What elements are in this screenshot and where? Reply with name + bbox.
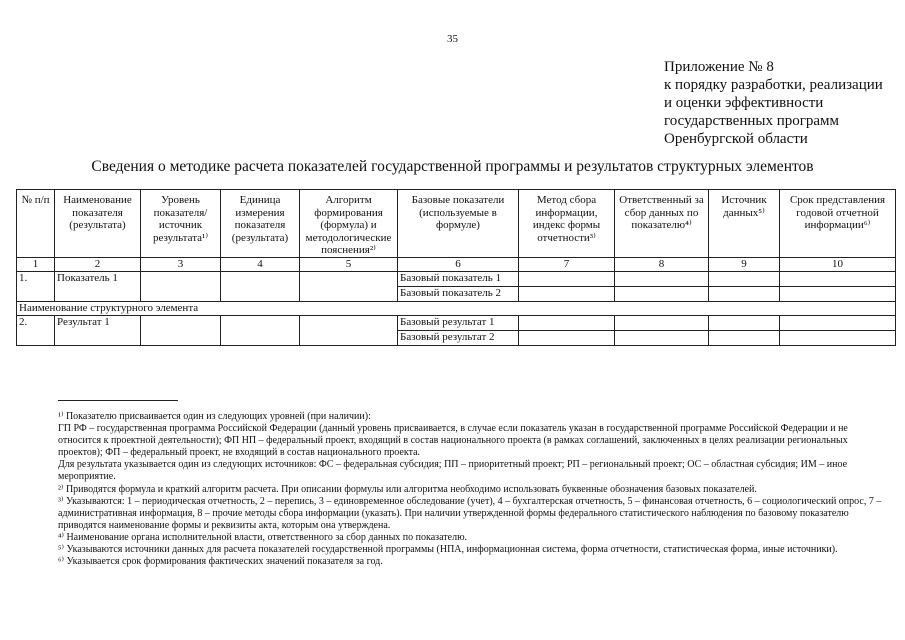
empty-cell [615, 271, 709, 286]
header-cell: Наименование показателя (результата) [55, 190, 141, 258]
appendix-line: Приложение № 8 [664, 59, 774, 75]
methodology-table [16, 189, 896, 346]
document-title: Сведения о методике расчета показателей государственной программы и результатов структурных элементов [91, 158, 814, 175]
header-cell: Алгоритм формирования (формула) и методологические пояснения²⁾ [300, 190, 398, 258]
appendix-line: Оренбургской области [664, 131, 808, 147]
footnote: ⁴⁾ Наименование органа исполнительной власти, ответственного за сбор данных по показателю. [58, 531, 468, 543]
empty-cell [519, 271, 615, 286]
footnote: ²⁾ Приводятся формула и краткий алгоритм расчета. При описании формулы или алгоритма необходимо использовать буквенные обозначения базовых показателей. [58, 483, 757, 495]
empty-cell [780, 315, 896, 330]
header-cell: Метод сбора информации, индекс формы отчетности³⁾ [519, 190, 615, 258]
appendix-line: государственных программ [664, 113, 840, 129]
column-number: 3 [141, 257, 221, 271]
footnote: Для результата указывается один из следующих источников: ФС – федеральная субсидия; ПП – приоритетный проект; РП – региональный проект; ОС – областная субсидия; ИМ – иное мероприятие. [58, 459, 848, 483]
header-cell: Базовые показатели (используемые в формуле) [398, 190, 519, 258]
empty-cell [709, 315, 780, 330]
row-number: 2. [17, 315, 55, 345]
empty-cell [519, 286, 615, 301]
header-cell: Уровень показателя/источник результата¹⁾ [141, 190, 221, 258]
footnote: ³⁾ Указываются: 1 – периодическая отчетность, 2 – перепись, 3 – единовременное обследование (учет), 4 – бухгалтерская отчетность, 5 – финансовая отчетность, 6 – социологический опрос, 7 – административная информация, 8 – прочие методы сбора информации (указать). При наличии утвержденной формы федерального статистического наблюдения по базовому показателю приводятся наименование формы и реквизиты акта, которым она утверждена. [58, 495, 882, 531]
empty-cell [709, 286, 780, 301]
section-row [17, 301, 896, 315]
column-number: 10 [780, 257, 896, 271]
empty-cell [615, 330, 709, 345]
base-result: Базовый результат 1 [398, 315, 519, 330]
footnote: ⁶⁾ Указывается срок формирования фактических значений показателя за год. [58, 556, 383, 568]
footnote: ⁵⁾ Указываются источники данных для расчета показателей государственной программы (НПА, информационная система, форма отчетности, статистическая форма, иные источники). [58, 544, 838, 556]
footnote: ¹⁾ Показателю присваивается один из следующих уровней (при наличии): [58, 411, 371, 422]
column-number: 4 [221, 257, 300, 271]
table-header-row [17, 190, 896, 258]
base-result: Базовый результат 2 [398, 330, 519, 345]
header-cell: Источник данных⁵⁾ [709, 190, 780, 258]
empty-cell [615, 286, 709, 301]
section-label: Наименование структурного элемента [17, 301, 896, 315]
header-cell: Срок представления годовой отчетной информации⁶⁾ [780, 190, 896, 258]
column-number: 7 [519, 257, 615, 271]
empty-cell [519, 330, 615, 345]
footnote: ГП РФ – государственная программа Российской Федерации (данный уровень присваивается, в случае если показатель указан в государственной программе Российской Федерации и не относится к проектной деятельности); ФП НП – федеральный проект, входящий в состав национального проекта (в рамках соглашений, заключенных в целях реализации региональных проектов); ФП – федеральный проект, не входящий в состав национального проекта. [58, 423, 848, 459]
empty-cell [519, 315, 615, 330]
empty-cell [709, 271, 780, 286]
column-number: 6 [398, 257, 519, 271]
appendix-line: к порядку разработки, реализации [664, 77, 883, 93]
base-indicator: Базовый показатель 2 [398, 286, 519, 301]
header-cell: № п/п [17, 190, 55, 258]
appendix-note [664, 58, 899, 148]
table-row [17, 315, 896, 330]
empty-cell [221, 315, 300, 345]
column-number: 5 [300, 257, 398, 271]
empty-cell [221, 271, 300, 301]
empty-cell [780, 271, 896, 286]
column-number: 8 [615, 257, 709, 271]
header-cell: Единица измерения показателя (результата) [221, 190, 300, 258]
empty-cell [709, 330, 780, 345]
empty-cell [780, 330, 896, 345]
footnote-separator [58, 400, 178, 401]
column-number-row [17, 257, 896, 271]
empty-cell [615, 315, 709, 330]
footnotes [58, 411, 890, 568]
header-cell: Ответственный за сбор данных по показателю⁴⁾ [615, 190, 709, 258]
column-number: 2 [55, 257, 141, 271]
empty-cell [141, 271, 221, 301]
base-indicator: Базовый показатель 1 [398, 271, 519, 286]
empty-cell [141, 315, 221, 345]
result-name: Результат 1 [55, 315, 141, 345]
indicator-name: Показатель 1 [55, 271, 141, 301]
empty-cell [780, 286, 896, 301]
row-number: 1. [17, 271, 55, 301]
column-number: 1 [17, 257, 55, 271]
empty-cell [300, 315, 398, 345]
table-row [17, 271, 896, 286]
column-number: 9 [709, 257, 780, 271]
empty-cell [300, 271, 398, 301]
appendix-line: и оценки эффективности [664, 95, 824, 111]
page-number: 35 [447, 33, 458, 45]
